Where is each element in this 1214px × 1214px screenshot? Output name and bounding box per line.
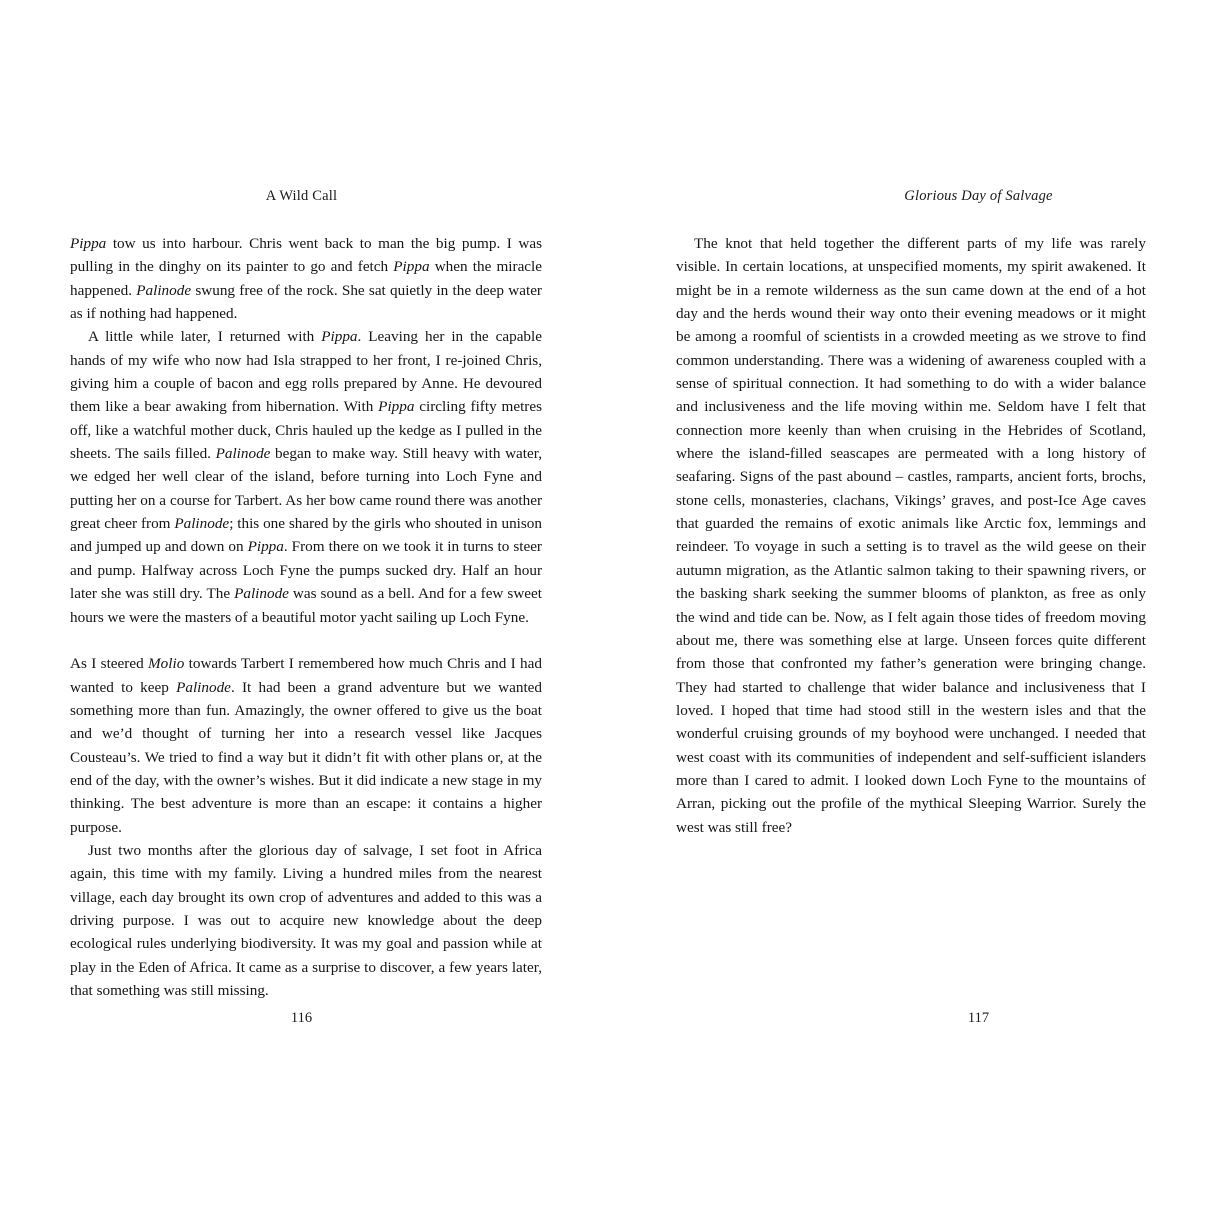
italic-run: Palinode xyxy=(215,445,271,463)
body-text-recto xyxy=(676,232,1146,839)
italic-run: Pippa xyxy=(70,235,107,252)
page-number-verso: 116 xyxy=(290,1010,313,1026)
italic-run: Pippa xyxy=(321,328,358,346)
paragraph: As I steered Molio towards Tarbert I remembered how much Chris and I had wanted to keep Palinode. It had been a grand adventure but we wanted something more than fun. Amazingly, the owner offered to give us the boat and we’d thought of turning her into a research vessel like Jacques Cousteau’s. We tried to find a way but it didn’t fit with other plans or, at the end of the day, with the owner’s wishes. But it did indicate a new stage in my thinking. The best adventure is more than an escape: it contains a higher purpose. xyxy=(70,655,543,836)
italic-run: Palinode xyxy=(176,678,231,696)
italic-run: Pippa xyxy=(247,538,284,556)
paragraph: Pippa tow us into harbour. Chris went back to man the big pump. I was pulling in the dinghy on its painter to go and fetch Pippa when the miracle happened. Palinode swung free of the rock. She sat quietly in the deep water as if nothing had happened. xyxy=(70,235,543,323)
italic-run: Palinode xyxy=(136,281,192,299)
italic-run: Palinode xyxy=(234,585,289,603)
paragraph: Just two months after the glorious day of salvage, I set foot in Africa again, this time with my family. Living a hundred miles from the nearest village, each day brought its own crop of adventures and added to this was a driving purpose. I was out to acquire new knowledge about the deep ecological rules underlying biodiversity. It was my goal and passion while at play in the Eden of Africa. It came as a surprise to discover, a few years later, that something was still missing. xyxy=(70,841,542,999)
italic-run: Palinode xyxy=(174,515,230,533)
italic-run: Pippa xyxy=(378,398,415,416)
running-head-recto: Glorious Day of Salvage xyxy=(904,188,1053,204)
page-recto xyxy=(607,0,1214,1214)
page-number-recto: 117 xyxy=(967,1010,990,1026)
paragraph: The knot that held together the different parts of my life was rarely visible. In certain locations, at unspecified moments, my spirit awakened. It might be in a remote wilderness as the sun came down at the end of a hot day and the herds wound their way onto their evening meadows or it might be among a roomful of scientists in a crowded meeting as we strove to find common understanding. There was a widening of awareness coupled with a sense of spiritual connection. It had something to do with a wider balance and inclusiveness and the life moving within me. Seldom have I felt that connection more keenly than when cruising in the Hebrides of Scotland, where the island-filled seascapes are permeated with a long history of seafaring. Signs of the past abound – castles, ramparts, ancient forts, brochs, stone cells, monasteries, clachans, Vikings’ graves, and post-Ice Age caves that guarded the remains of exotic animals like Arctic fox, lemmings and reindeer. To voyage in such a setting is to travel as the wild geese on their autumn migration, as the Atlantic salmon taking to their spawning rivers, or the basking shark seeking the summer blooms of plankton, as free as only the wind and tide can be. Now, as I felt again those tides of freedom moving about me, there was something else at large. Unseen forces quite different from those that confronted my father’s generation were bringing change. They had started to challenge that wider balance and inclusiveness that I loved. I hoped that time had stood still in the western isles and that the wonderful cruising grounds of my boyhood were unchanged. I needed that west coast with its communities of independent and self-sufficient islanders more than I cared to admit. I looked down Loch Fyne to the mountains of Arran, picking out the profile of the mythical Sleeping Warrior. Surely the west was still free? xyxy=(676,235,1146,836)
running-head-verso: A Wild Call xyxy=(265,188,338,204)
paragraph: A little while later, I returned with Pippa. Leaving her in the capable hands of my wife who now had Isla strapped to her front, I re-joined Chris, giving him a couple of bacon and egg rolls prepared by Anne. He devoured them like a bear awaking from hibernation. With Pippa circling fifty metres off, like a watchful mother duck, Chris hauled up the kedge as I pulled in the sheets. The sails filled. Palinode began to make way. Still heavy with water, we edged her well clear of the island, before turning into Loch Fyne and putting her on a course for Tarbert. As her bow came round there was another great cheer from Palinode; this one shared by the girls who shouted in unison and jumped up and down on Pippa. From there on we took it in turns to steer and pump. Halfway across Loch Fyne the pumps sucked dry. Half an hour later she was still dry. The Palinode was sound as a bell. And for a few sweet hours we were the masters of a beautiful motor yacht sailing up Loch Fyne. xyxy=(70,328,542,626)
italic-run: Molio xyxy=(148,655,185,673)
italic-run: Pippa xyxy=(393,258,430,276)
body-text-verso xyxy=(70,232,542,1002)
